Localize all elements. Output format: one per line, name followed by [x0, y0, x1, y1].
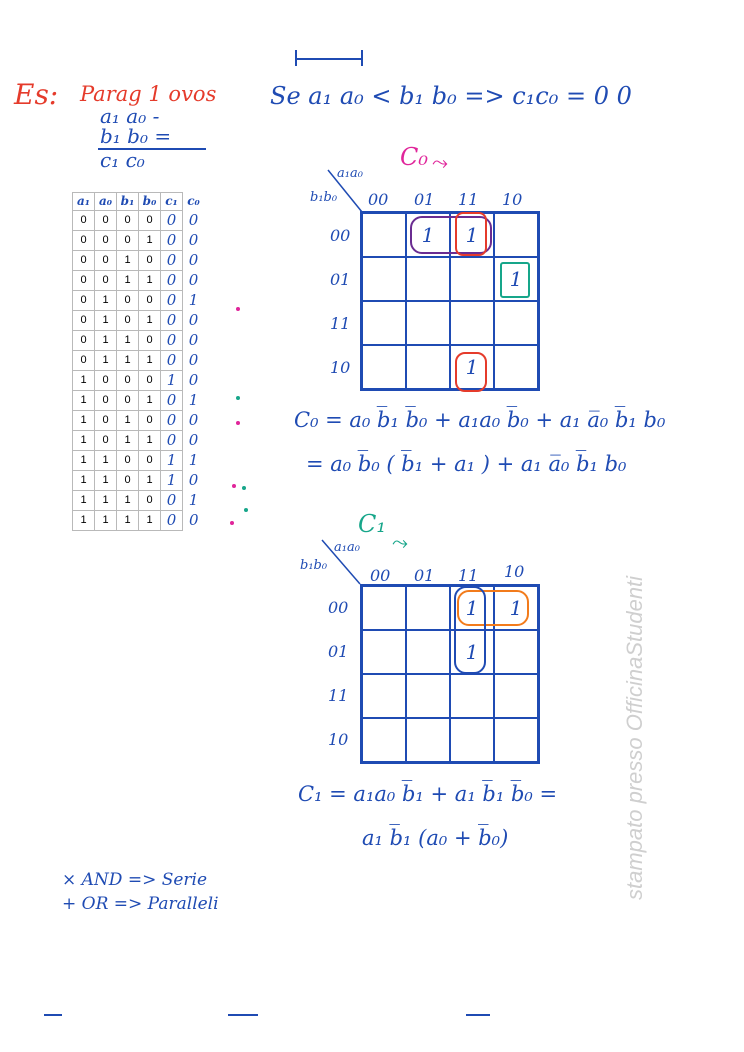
truth-table-row — [73, 290, 205, 310]
truth-table-row — [73, 230, 205, 250]
truth-table-cell: 1 — [117, 490, 139, 510]
kmap-cell: 1 — [406, 213, 450, 257]
truth-table-cell: 1 — [95, 510, 117, 530]
truth-table-cell: 1 — [95, 490, 117, 510]
truth-table-cell: 1 — [73, 430, 95, 450]
truth-table-header-row — [73, 193, 205, 211]
truth-table-cell: 1 — [117, 410, 139, 430]
truth-table-cell: 0 — [139, 210, 161, 230]
kmap-c0-title: C₀ — [400, 143, 428, 171]
truth-table-cell: 0 — [73, 230, 95, 250]
truth-table-cell: 0 — [117, 230, 139, 250]
truth-table-cell: 1 — [139, 510, 161, 530]
truth-table-row — [73, 250, 205, 270]
truth-table-row — [73, 270, 205, 290]
truth-table-cell: 0 — [73, 350, 95, 370]
top-bar-tick-right — [361, 50, 363, 66]
truth-table-cell: 1 — [139, 270, 161, 290]
truth-table-cell: 1 — [73, 470, 95, 490]
mark-dot-green-1 — [236, 396, 240, 400]
truth-table-row — [73, 510, 205, 530]
kmap-c0-col-var: a₁a₀ — [337, 166, 363, 181]
kmap-c0-row-00: 00 — [330, 226, 351, 245]
truth-table-cell: 0 — [95, 270, 117, 290]
truth-table-cell: 0 — [73, 250, 95, 270]
truth-table-cell: 1 — [95, 350, 117, 370]
truth-table-cell: 0 — [139, 290, 161, 310]
truth-table-cell: 1 — [73, 510, 95, 530]
truth-table-cell: 0 — [95, 250, 117, 270]
truth-table-cell: 1 — [188, 490, 199, 509]
setup-line-3: c₁ c₀ — [100, 148, 145, 172]
kmap-c0-group-green — [500, 262, 530, 298]
kmap-c1-col-00: 00 — [370, 566, 391, 585]
truth-table-cell: 0 — [188, 350, 199, 369]
kmap-cell — [362, 257, 406, 301]
truth-table-cell: 0 — [139, 410, 161, 430]
kmap-c1-col-var: a₁a₀ — [334, 540, 360, 555]
header-b0: b₀ — [139, 193, 161, 211]
truth-table-cell: 1 — [95, 310, 117, 330]
truth-table-cell: 0 — [139, 370, 161, 390]
truth-table-cell: 0 — [117, 470, 139, 490]
truth-table-cell: 0 — [188, 430, 199, 449]
truth-table-cell: 1 — [117, 510, 139, 530]
truth-table-cell: 0 — [73, 290, 95, 310]
kmap-cell — [362, 674, 406, 718]
kmap-cell — [406, 301, 450, 345]
kmap-c1-row-11: 11 — [328, 686, 349, 705]
truth-table-row — [73, 350, 205, 370]
condition-text: Se a₁ a₀ < b₁ b₀ => c₁c₀ = 0 0 — [270, 82, 632, 110]
truth-table-cell: 0 — [161, 270, 183, 290]
kmap-cell — [362, 301, 406, 345]
truth-table-cell: 1 — [73, 490, 95, 510]
mark-dot-magenta-1 — [236, 307, 240, 311]
truth-table-cell: 0 — [117, 290, 139, 310]
kmap-c1-row-var: b₁b₀ — [300, 558, 328, 573]
truth-table-cell: 0 — [161, 330, 183, 350]
kmap-c0-row-01: 01 — [330, 270, 351, 289]
kmap-cell — [362, 345, 406, 389]
truth-table-cell: 1 — [161, 450, 183, 470]
kmap-cell: 1 — [494, 257, 538, 301]
truth-table-cell: 1 — [117, 430, 139, 450]
truth-table-cell: 0 — [188, 270, 199, 289]
truth-table-cell: 0 — [139, 490, 161, 510]
kmap-c0-row-var: b₁b₀ — [310, 190, 338, 205]
truth-table-cell: 1 — [188, 450, 199, 469]
truth-table-cell: 0 — [188, 310, 199, 329]
top-bar-mark — [295, 58, 363, 60]
kmap-cell — [406, 674, 450, 718]
example-label: Es: — [14, 78, 59, 111]
truth-table-cell: 0 — [161, 290, 183, 310]
truth-table-cell: 0 — [188, 370, 199, 389]
kmap-c1-group-blue — [454, 586, 486, 674]
setup-line-1: a₁ a₀ - — [100, 104, 160, 128]
truth-table-cell: 0 — [161, 350, 183, 370]
kmap-c0-col-10: 10 — [502, 190, 523, 209]
bottom-cutoff-stroke-2 — [228, 1014, 258, 1016]
truth-table-cell: 0 — [188, 470, 199, 489]
mark-dot-magenta-3 — [232, 484, 236, 488]
truth-table-cell: 0 — [117, 210, 139, 230]
kmap-cell — [362, 586, 406, 630]
kmap-cell — [362, 718, 406, 762]
truth-table-cell: 0 — [95, 410, 117, 430]
kmap-c1-title: C₁ — [358, 510, 386, 538]
kmap-cell: 1 — [494, 586, 538, 630]
truth-table-cell: 0 — [161, 310, 183, 330]
truth-table-cell: 1 — [117, 330, 139, 350]
kmap-c0-col-00: 00 — [368, 190, 389, 209]
truth-table-cell: 0 — [117, 370, 139, 390]
kmap-c1-arrow-icon: ⤳ — [392, 530, 408, 554]
truth-table-cell: 1 — [95, 450, 117, 470]
truth-table-cell: 0 — [188, 410, 199, 429]
truth-table-row — [73, 390, 205, 410]
kmap-c0-row-11: 11 — [330, 314, 351, 333]
legend-or: + OR => Paralleli — [62, 894, 219, 914]
truth-table-cell: 1 — [161, 470, 183, 490]
kmap-cell — [494, 301, 538, 345]
truth-table-cell: 0 — [161, 390, 183, 410]
truth-table-row — [73, 490, 205, 510]
kmap-cell — [362, 213, 406, 257]
header-a0: a₀ — [95, 193, 117, 211]
truth-table-cell: 0 — [95, 210, 117, 230]
truth-table-row — [73, 310, 205, 330]
truth-table-cell: 0 — [73, 210, 95, 230]
truth-table-cell: 1 — [73, 410, 95, 430]
kmap-cell — [450, 718, 494, 762]
c1-formula-2: a₁ b̅₁ (a₀ + b̅₀) — [362, 826, 509, 850]
kmap-cell — [494, 718, 538, 762]
truth-table-cell: 0 — [117, 310, 139, 330]
truth-table-cell: 0 — [73, 310, 95, 330]
truth-table-cell: 0 — [117, 450, 139, 470]
truth-table-cell: 0 — [139, 330, 161, 350]
kmap-cell — [494, 345, 538, 389]
truth-table-cell: 1 — [117, 350, 139, 370]
truth-table-cell: 0 — [161, 430, 183, 450]
truth-table-cell: 1 — [188, 390, 199, 409]
truth-table-cell: 1 — [139, 310, 161, 330]
truth-table-cell: 0 — [188, 330, 199, 349]
kmap-cell — [450, 674, 494, 718]
truth-table-cell: 1 — [73, 370, 95, 390]
legend-and: × AND => Serie — [62, 870, 208, 890]
mark-dot-magenta-2 — [236, 421, 240, 425]
truth-table-cell: 0 — [73, 270, 95, 290]
truth-table-cell: 0 — [161, 490, 183, 510]
truth-table-cell: 0 — [188, 210, 199, 229]
kmap-cell — [362, 630, 406, 674]
truth-table-cell: 1 — [73, 450, 95, 470]
truth-table-cell: 0 — [161, 250, 183, 270]
truth-table-row — [73, 450, 205, 470]
truth-table-row — [73, 370, 205, 390]
truth-table — [72, 192, 205, 531]
kmap-c1-row-01: 01 — [328, 642, 349, 661]
truth-table-row — [73, 330, 205, 350]
top-bar-tick-left — [295, 50, 297, 66]
setup-line-2: b₁ b₀ = — [100, 124, 172, 148]
kmap-c1-col-10: 10 — [504, 562, 525, 581]
c1-formula-1: C₁ = a₁a₀ b̅₁ + a₁ b̅₁ b̅₀ = — [298, 782, 558, 806]
truth-table-cell: 1 — [95, 290, 117, 310]
kmap-cell — [406, 630, 450, 674]
header-b1: b₁ — [117, 193, 139, 211]
truth-table-cell: 0 — [188, 230, 199, 249]
truth-table-cell: 1 — [139, 470, 161, 490]
truth-table-cell: 0 — [161, 230, 183, 250]
truth-table-cell: 0 — [188, 250, 199, 269]
kmap-c0-arrow-icon: ⤳ — [432, 150, 448, 174]
truth-table-cell: 1 — [95, 330, 117, 350]
truth-table-cell: 0 — [161, 510, 183, 530]
truth-table-cell: 0 — [73, 330, 95, 350]
truth-table-cell: 0 — [95, 230, 117, 250]
truth-table-cell: 0 — [117, 390, 139, 410]
header-c1: c₁ — [161, 193, 183, 211]
truth-table-cell: 1 — [95, 470, 117, 490]
truth-table-cell: 1 — [139, 430, 161, 450]
kmap-c0-col-01: 01 — [414, 190, 435, 209]
kmap-c0-group-red-top — [455, 212, 487, 256]
kmap-cell: 1 — [450, 630, 494, 674]
kmap-c1-row-10: 10 — [328, 730, 349, 749]
header-a1: a₁ — [73, 193, 95, 211]
truth-table-cell: 1 — [139, 230, 161, 250]
truth-table-cell: 0 — [139, 250, 161, 270]
kmap-cell — [406, 718, 450, 762]
c0-formula-2: = a₀ b̅₀ ( b̅₁ + a₁ ) + a₁ a̅₀ b̅₁ b₀ — [306, 452, 627, 476]
kmap-cell — [450, 257, 494, 301]
truth-table-cell: 1 — [117, 270, 139, 290]
kmap-cell — [494, 213, 538, 257]
kmap-c1-col-01: 01 — [414, 566, 435, 585]
truth-table-cell: 0 — [95, 430, 117, 450]
example-title: Parag 1 ovos — [80, 82, 217, 106]
truth-table-cell: 1 — [139, 350, 161, 370]
kmap-c1-col-11: 11 — [458, 566, 479, 585]
kmap-cell — [494, 674, 538, 718]
truth-table-cell: 1 — [161, 370, 183, 390]
truth-table-cell: 0 — [139, 450, 161, 470]
kmap-cell — [494, 630, 538, 674]
truth-table-cell: 0 — [161, 210, 183, 230]
header-c0: c₀ — [187, 194, 200, 209]
kmap-cell: 1 — [450, 586, 494, 630]
kmap-cell — [406, 345, 450, 389]
kmap-c1-row-00: 00 — [328, 598, 349, 617]
truth-table-cell: 1 — [188, 290, 199, 309]
kmap-c0-col-11: 11 — [458, 190, 479, 209]
truth-table-cell: 0 — [161, 410, 183, 430]
kmap-c0-group-red-bottom — [455, 352, 487, 392]
kmap-cell — [406, 586, 450, 630]
truth-table-cell: 1 — [139, 390, 161, 410]
watermark: stampato presso OfficinaStudenti — [622, 575, 647, 900]
kmap-c0-row-10: 10 — [330, 358, 351, 377]
c0-formula-1: C₀ = a₀ b̅₁ b̅₀ + a₁a₀ b̅₀ + a₁ a̅₀ b̅₁ b₀ — [294, 408, 666, 432]
truth-table-cell: 0 — [95, 390, 117, 410]
truth-table-cell: 1 — [73, 390, 95, 410]
kmap-cell: 1 — [450, 345, 494, 389]
truth-table-row — [73, 210, 205, 230]
truth-table-row — [73, 410, 205, 430]
mark-dot-magenta-4 — [230, 521, 234, 525]
mark-dot-green-2 — [242, 486, 246, 490]
truth-table-cell: 1 — [117, 250, 139, 270]
truth-table-cell: 0 — [188, 510, 199, 529]
bottom-cutoff-stroke-3 — [466, 1014, 490, 1016]
kmap-cell — [406, 257, 450, 301]
bottom-cutoff-stroke-1 — [44, 1014, 62, 1016]
truth-table-container — [72, 192, 205, 531]
truth-table-cell: 0 — [95, 370, 117, 390]
kmap-cell — [450, 301, 494, 345]
truth-table-row — [73, 430, 205, 450]
mark-dot-green-3 — [244, 508, 248, 512]
kmap-cell: 1 — [450, 213, 494, 257]
truth-table-row — [73, 470, 205, 490]
